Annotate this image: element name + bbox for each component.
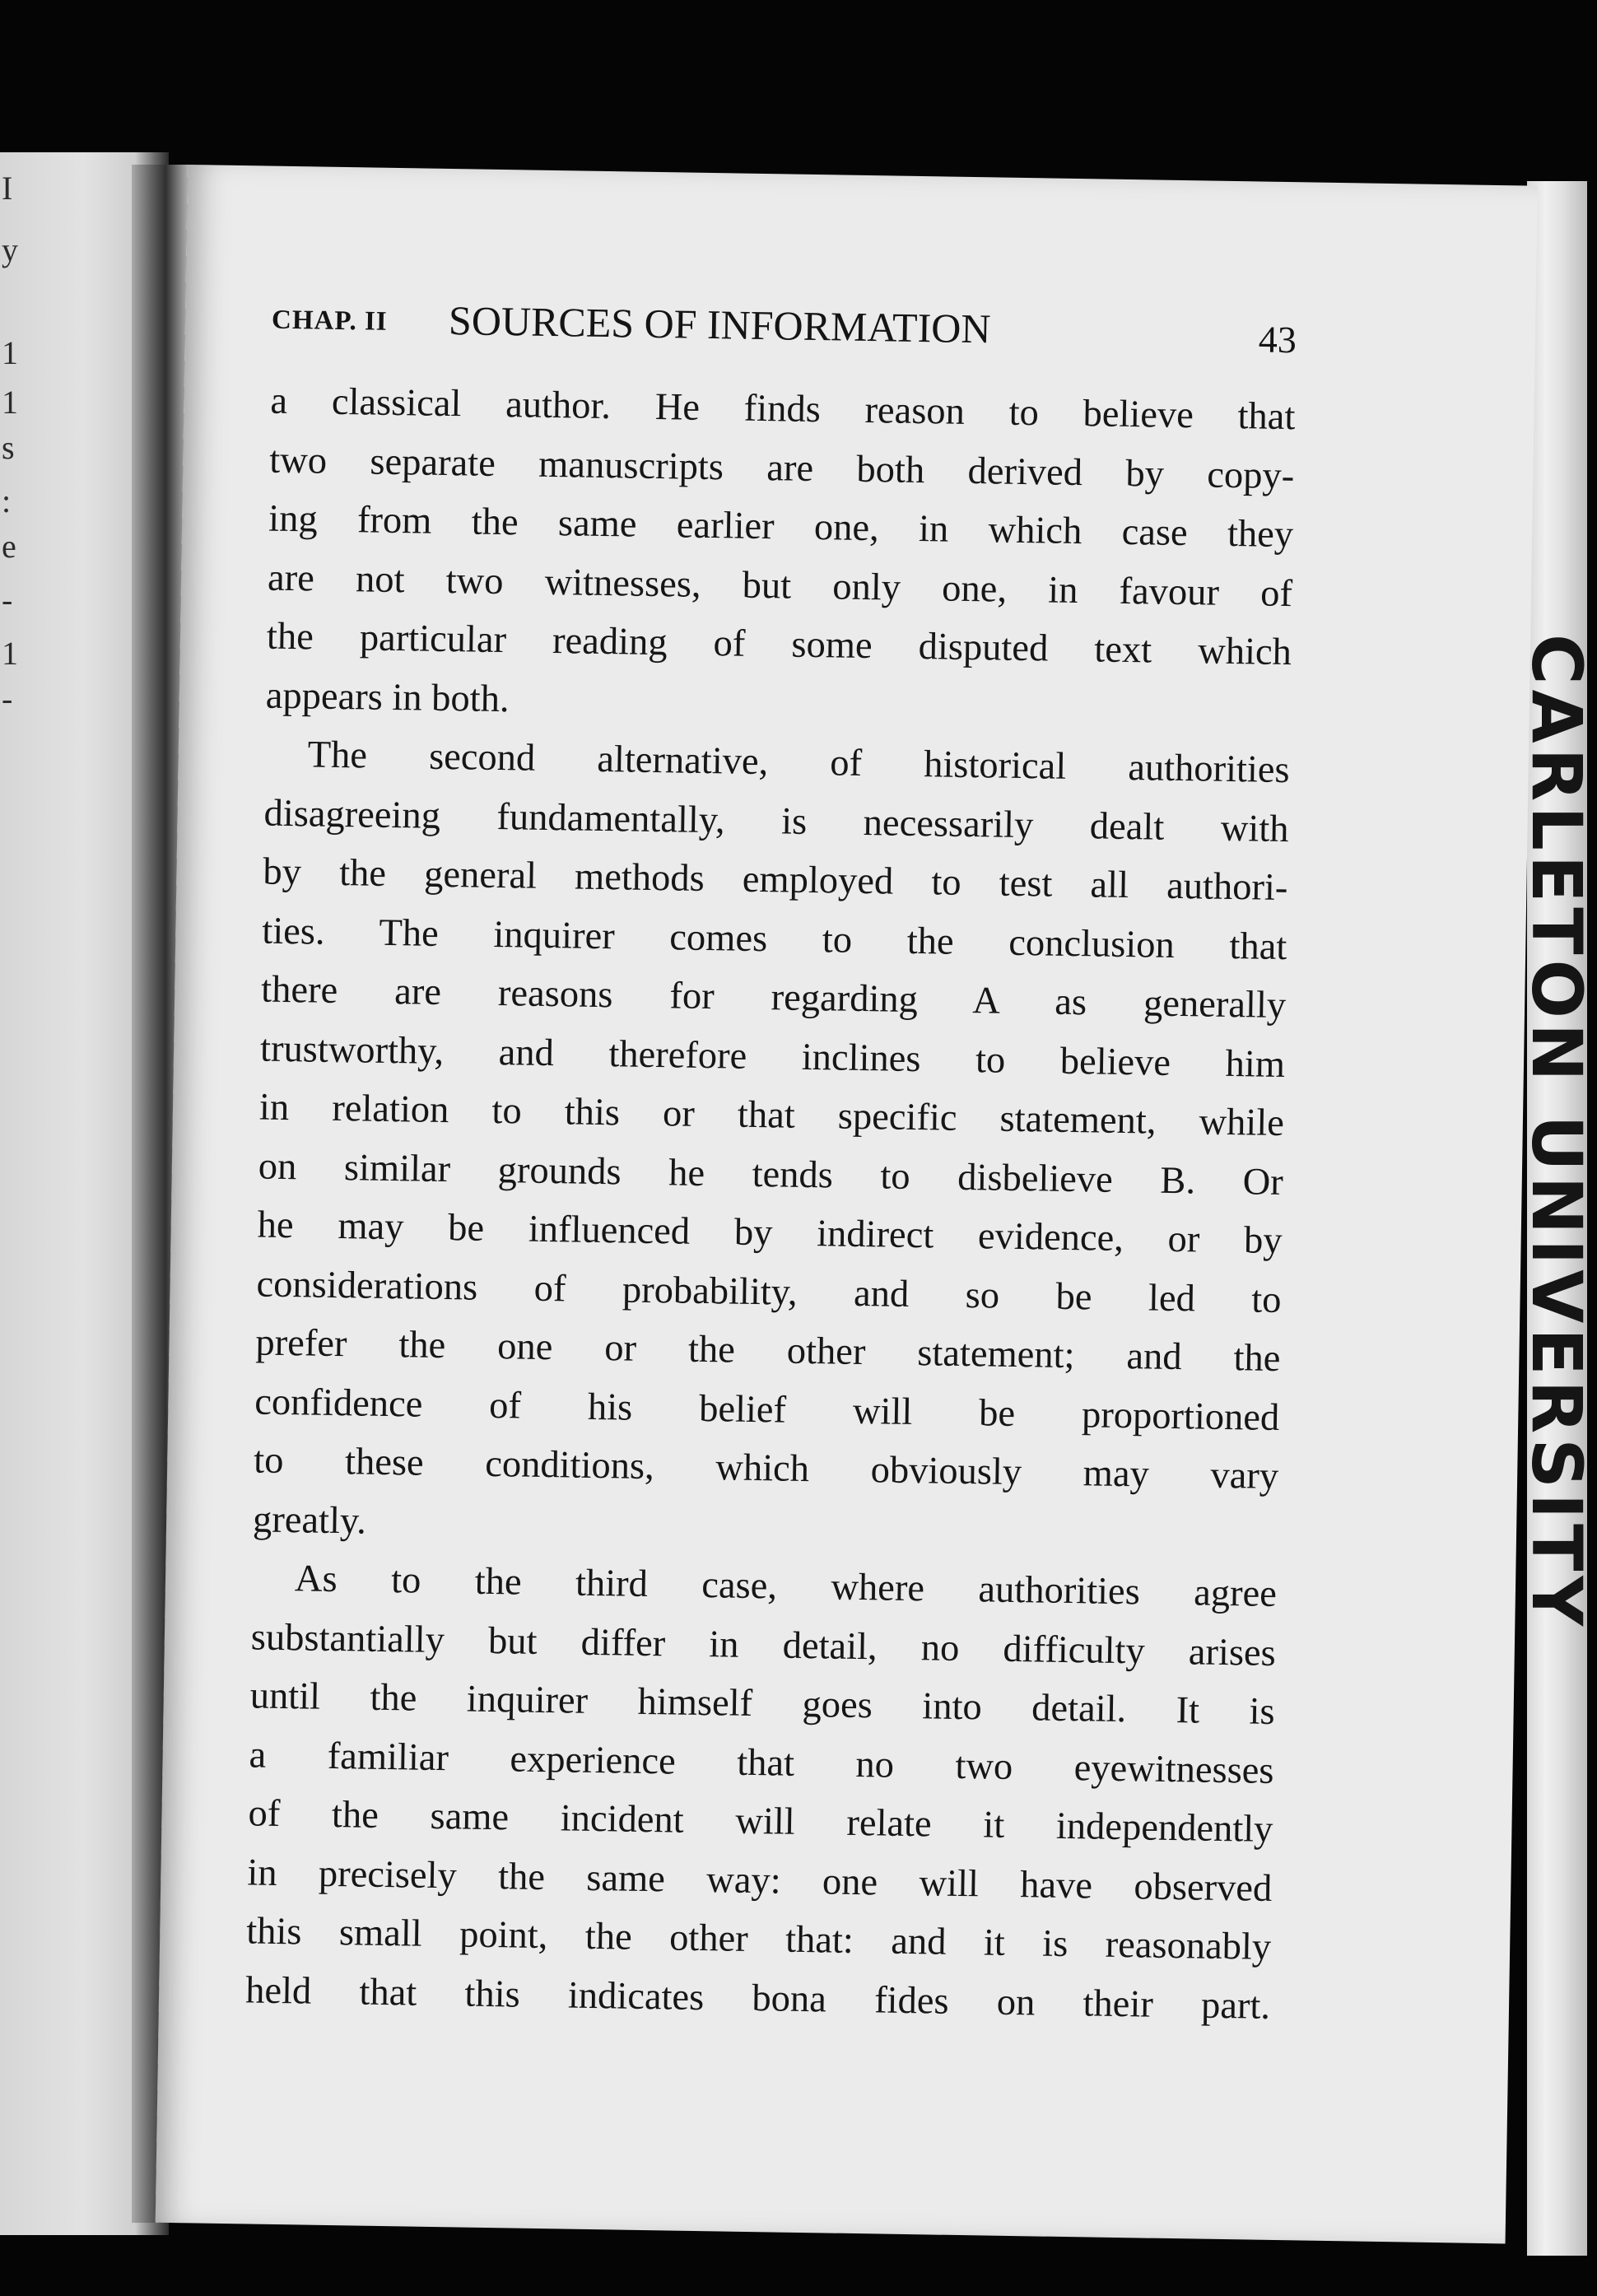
facing-page-fragment: - [2, 680, 13, 717]
facing-page-fragments [0, 152, 25, 2235]
text-line: disagreeing fundamentally, is necessarily dealt with [263, 792, 1289, 850]
text-line: trustworthy, and therefore inclines to believe him [259, 1027, 1286, 1086]
text-line: by the general methods employed to test all authori- [263, 850, 1288, 910]
running-title: SOURCES OF INFORMATION [448, 297, 991, 352]
facing-page-fragment: y [2, 231, 18, 268]
text-line: in precisely the same way: one will have observed [247, 1851, 1273, 1910]
text-line: he may be influenced by indirect evidence, or by [257, 1204, 1283, 1263]
text-line: a classical author. He finds reason to believe that [270, 380, 1296, 439]
text-line: of the same incident will relate it independently [248, 1792, 1273, 1851]
text-line: to these conditions, which obviously may vary [253, 1439, 1279, 1498]
page-number: 43 [1258, 318, 1297, 361]
text-line: there are reasons for regarding A as generally [260, 968, 1287, 1027]
facing-page-fragment: - [2, 581, 13, 618]
facing-page-fragment: 1 [2, 384, 18, 421]
running-header [271, 294, 1297, 368]
text-line: held that this indicates bona fides on their part. [244, 1968, 1271, 2028]
text-line: on similar grounds he tends to disbelieve B. Or [258, 1145, 1284, 1204]
text-line: substantially but differ in detail, no difficulty arises [250, 1615, 1277, 1674]
facing-page-fragment: 1 [2, 635, 18, 672]
text-line: ties. The inquirer comes to the conclusion that [261, 910, 1287, 968]
book-page [156, 165, 1538, 2243]
text-line: the particular reading of some disputed text which [266, 615, 1292, 674]
text-line: appears in both. [265, 674, 510, 720]
library-stamp-text: CARLETON UNIVERSITY [1516, 634, 1597, 1632]
text-line: As to the third case, where authorities agree [294, 1558, 1278, 1615]
text-line: prefer the one or the other statement; and the [255, 1321, 1281, 1381]
facing-page-fragment: 1 [2, 334, 18, 371]
text-line: ing from the same earlier one, in which case they [268, 497, 1294, 557]
text-line: are not two witnesses, but only one, in favour of [267, 557, 1293, 615]
text-line: greatly. [252, 1497, 367, 1543]
library-stamp [1516, 634, 1597, 1770]
text-line: a familiar experience that no two eyewitnesses [249, 1733, 1274, 1792]
facing-page-fragment: e [2, 528, 16, 565]
facing-page-fragment: I [2, 170, 13, 207]
body-text [245, 372, 1296, 2036]
text-line: in relation to this or that specific statement, while [258, 1086, 1285, 1145]
text-line: considerations of probability, and so be led to [256, 1262, 1282, 1321]
facing-page-fragment: : [2, 482, 12, 519]
text-line: this small point, the other that: and it is reasonably [245, 1910, 1272, 1968]
chapter-label: CHAP. II [271, 305, 388, 337]
text-line: two separate manuscripts are both derived by copy- [268, 439, 1295, 497]
text-line: The second alternative, of historical authorities [307, 734, 1291, 792]
facing-page-fragment: s [2, 429, 15, 466]
text-line: confidence of his belief will be proportioned [254, 1380, 1280, 1439]
text-line: until the inquirer himself goes into detail. It is [249, 1674, 1276, 1733]
